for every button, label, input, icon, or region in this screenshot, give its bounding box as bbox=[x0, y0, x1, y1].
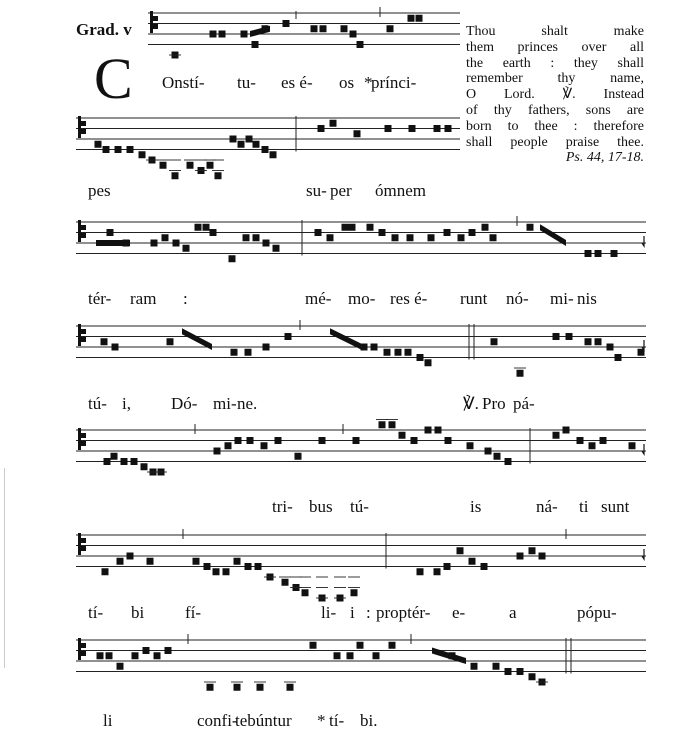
neume-note bbox=[225, 442, 232, 449]
neume-note bbox=[246, 136, 253, 143]
neume-note bbox=[107, 229, 114, 236]
c-clef-head bbox=[81, 337, 86, 342]
neume-note bbox=[585, 338, 592, 345]
neume-note bbox=[193, 558, 200, 565]
c-clef-head bbox=[81, 546, 86, 551]
neume-note bbox=[245, 563, 252, 570]
lyric-syllable: tí- bbox=[88, 603, 104, 622]
neume-note bbox=[104, 458, 111, 465]
neume-note bbox=[342, 224, 349, 231]
c-clef-stem bbox=[150, 11, 153, 33]
c-clef-stem bbox=[78, 428, 81, 450]
neume-note bbox=[444, 229, 451, 236]
neume-note bbox=[283, 20, 290, 27]
neume-note bbox=[407, 234, 414, 241]
neume-note bbox=[389, 642, 396, 649]
neume-note bbox=[481, 563, 488, 570]
neume-note bbox=[214, 448, 221, 455]
c-clef-head bbox=[81, 441, 86, 446]
gradual-label: Grad. v bbox=[76, 20, 132, 39]
lyric-syllable: li bbox=[103, 711, 113, 730]
neume-note bbox=[425, 359, 432, 366]
neume-note bbox=[213, 568, 220, 575]
neume-note bbox=[247, 437, 254, 444]
neume-note bbox=[392, 234, 399, 241]
neume-note bbox=[253, 234, 260, 241]
c-clef-head bbox=[81, 433, 86, 438]
lyric-syllable: res é- bbox=[390, 289, 428, 308]
neume-note bbox=[127, 553, 134, 560]
neume-note bbox=[416, 15, 423, 22]
neume-note bbox=[139, 151, 146, 158]
neume-note bbox=[615, 354, 622, 361]
neume-note bbox=[469, 229, 476, 236]
neume-note bbox=[354, 130, 361, 137]
lyric-syllable: : bbox=[183, 289, 188, 308]
lyric-syllable: su- bbox=[306, 181, 327, 200]
neume-note bbox=[311, 25, 318, 32]
lyric-syllable: Pro bbox=[482, 394, 506, 413]
neume-note bbox=[490, 234, 497, 241]
neume-note bbox=[261, 442, 268, 449]
lyric-syllable: a bbox=[509, 603, 517, 622]
neume-note bbox=[445, 437, 452, 444]
lyric-syllable: per bbox=[330, 181, 352, 200]
translation-line: remember thy name, bbox=[466, 71, 644, 87]
neume-note bbox=[270, 151, 277, 158]
lyric-syllable: li- bbox=[321, 603, 337, 622]
c-clef-head bbox=[153, 24, 158, 29]
neume-note bbox=[302, 589, 309, 596]
neume-note bbox=[347, 652, 354, 659]
neume-note bbox=[350, 31, 357, 38]
neume-note bbox=[589, 442, 596, 449]
neume-note bbox=[160, 162, 167, 169]
lyric-syllable: nó- bbox=[506, 289, 529, 308]
translation-line: of thy fathers, sons are bbox=[466, 102, 644, 118]
neume-note bbox=[210, 31, 217, 38]
neume-note bbox=[353, 437, 360, 444]
neume-note bbox=[409, 125, 416, 132]
neume-note bbox=[115, 146, 122, 153]
neume-note bbox=[611, 250, 618, 257]
translation-line: Thou shalt make bbox=[466, 24, 644, 39]
lyric-syllable: e- bbox=[452, 603, 466, 622]
custos bbox=[642, 340, 644, 350]
neume-note bbox=[357, 642, 364, 649]
lyric-syllable: pá- bbox=[513, 394, 535, 413]
neume-note bbox=[458, 234, 465, 241]
neume-note bbox=[585, 250, 592, 257]
neume-note bbox=[223, 568, 230, 575]
neume-note bbox=[207, 162, 214, 169]
neume-note bbox=[207, 684, 214, 691]
neume-note bbox=[235, 437, 242, 444]
c-clef-stem bbox=[78, 638, 81, 660]
neume-note bbox=[553, 333, 560, 340]
neume-note bbox=[428, 234, 435, 241]
lyric-syllable: ℣. bbox=[463, 394, 479, 413]
translation-line: shall people praise thee. bbox=[466, 134, 644, 150]
c-clef-head bbox=[81, 233, 86, 238]
neume-note bbox=[127, 146, 134, 153]
lyric-syllable: tí- bbox=[329, 711, 345, 730]
lyric-syllable: Onstí- bbox=[162, 73, 205, 92]
neume-note bbox=[539, 553, 546, 560]
neume-note bbox=[95, 141, 102, 148]
lyric-syllable: ná- bbox=[536, 497, 558, 516]
neume-note bbox=[494, 453, 501, 460]
neume-note bbox=[444, 563, 451, 570]
neume-note bbox=[204, 563, 211, 570]
neume-note bbox=[238, 141, 245, 148]
lyric-syllable: tér- bbox=[88, 289, 112, 308]
neume-note bbox=[253, 141, 260, 148]
neume-note bbox=[485, 448, 492, 455]
lyric-syllable: mi- bbox=[213, 394, 237, 413]
neume-note bbox=[351, 589, 358, 596]
neume-note bbox=[320, 25, 327, 32]
neume-note bbox=[434, 125, 441, 132]
neume-note bbox=[315, 229, 322, 236]
lyric-syllable: tú- bbox=[350, 497, 369, 516]
lyric-syllable: i, bbox=[122, 394, 131, 413]
porrectus-ligature bbox=[96, 240, 130, 246]
neume-note bbox=[517, 668, 524, 675]
neume-note bbox=[405, 349, 412, 356]
neume-note bbox=[425, 427, 432, 434]
neume-note bbox=[132, 652, 139, 659]
neume-note bbox=[505, 458, 512, 465]
lyric-syllable: es é- bbox=[281, 73, 313, 92]
lyric-syllable: os bbox=[339, 73, 355, 92]
neume-note bbox=[143, 647, 150, 654]
neume-note bbox=[234, 684, 241, 691]
lyric-syllable: fí- bbox=[185, 603, 202, 622]
lyric-syllable: * bbox=[364, 73, 373, 92]
neume-note bbox=[117, 663, 124, 670]
neume-note bbox=[263, 344, 270, 351]
c-clef-stem bbox=[78, 220, 81, 242]
neume-note bbox=[262, 146, 269, 153]
neume-note bbox=[385, 125, 392, 132]
neume-note bbox=[389, 421, 396, 428]
neume-note bbox=[273, 245, 280, 252]
neume-note bbox=[203, 224, 210, 231]
neume-note bbox=[241, 31, 248, 38]
lyric-syllable: * bbox=[317, 711, 326, 730]
neume-note bbox=[349, 224, 356, 231]
lyric-syllable: tú- bbox=[88, 394, 107, 413]
neume-note bbox=[482, 224, 489, 231]
neume-note bbox=[491, 338, 498, 345]
neume-note bbox=[230, 136, 237, 143]
lyric-syllable: tebúntur bbox=[235, 711, 292, 730]
c-clef-head bbox=[81, 225, 86, 230]
neume-note bbox=[600, 437, 607, 444]
neume-note bbox=[263, 240, 270, 247]
neume-note bbox=[172, 172, 179, 179]
neume-note bbox=[435, 427, 442, 434]
neume-note bbox=[373, 652, 380, 659]
neume-note bbox=[219, 31, 226, 38]
c-clef-head bbox=[81, 651, 86, 656]
neume-note bbox=[469, 558, 476, 565]
lyric-syllable: bus bbox=[309, 497, 333, 516]
neume-note bbox=[112, 344, 119, 351]
c-clef-stem bbox=[78, 324, 81, 346]
neume-note bbox=[234, 558, 241, 565]
c-clef-head bbox=[81, 538, 86, 543]
neume-note bbox=[165, 647, 172, 654]
neume-note bbox=[529, 673, 536, 680]
neume-note bbox=[595, 338, 602, 345]
neume-note bbox=[434, 568, 441, 575]
neume-note bbox=[103, 146, 110, 153]
neume-note bbox=[517, 553, 524, 560]
neume-note bbox=[330, 120, 337, 127]
neume-note bbox=[566, 333, 573, 340]
neume-note bbox=[387, 25, 394, 32]
neume-note bbox=[215, 172, 222, 179]
translation-block bbox=[466, 24, 644, 166]
lyric-syllable: ómnem bbox=[375, 181, 426, 200]
lyric-syllable: nis bbox=[577, 289, 597, 308]
neume-note bbox=[255, 563, 262, 570]
neume-note bbox=[111, 453, 118, 460]
neume-note bbox=[121, 458, 128, 465]
neume-note bbox=[371, 344, 378, 351]
neume-note bbox=[629, 442, 636, 449]
porrectus-ligature bbox=[432, 648, 466, 665]
neume-note bbox=[379, 421, 386, 428]
c-clef-stem bbox=[78, 533, 81, 555]
lyric-syllable: Dó- bbox=[171, 394, 198, 413]
neume-note bbox=[101, 338, 108, 345]
initial-letter: C bbox=[94, 46, 133, 111]
lyric-syllable: ram bbox=[130, 289, 157, 308]
c-clef-head bbox=[81, 329, 86, 334]
neume-note bbox=[117, 558, 124, 565]
neume-note bbox=[595, 250, 602, 257]
neume-note bbox=[252, 41, 259, 48]
neume-note bbox=[417, 568, 424, 575]
neume-note bbox=[577, 437, 584, 444]
custos bbox=[642, 444, 644, 454]
neume-note bbox=[183, 245, 190, 252]
lyric-syllable: ti bbox=[579, 497, 589, 516]
neume-note bbox=[417, 354, 424, 361]
c-clef-head bbox=[153, 16, 158, 21]
lyric-syllable: bi bbox=[131, 603, 145, 622]
lyric-syllable: mi- bbox=[550, 289, 574, 308]
neume-note bbox=[457, 547, 464, 554]
neume-note bbox=[275, 437, 282, 444]
neume-note bbox=[517, 370, 524, 377]
lyric-syllable: prínci- bbox=[371, 73, 417, 92]
neume-note bbox=[131, 458, 138, 465]
psalm-reference: Ps. 44, 17-18. bbox=[565, 150, 644, 166]
neume-note bbox=[151, 240, 158, 247]
neume-note bbox=[553, 432, 560, 439]
neume-note bbox=[287, 684, 294, 691]
porrectus-ligature bbox=[250, 26, 270, 37]
neume-note bbox=[379, 229, 386, 236]
c-clef-head bbox=[81, 643, 86, 648]
lyric-syllable: i bbox=[350, 603, 355, 622]
neume-note bbox=[529, 547, 536, 554]
c-clef-stem bbox=[78, 116, 81, 138]
neume-note bbox=[319, 437, 326, 444]
translation-line: born to thee : therefore bbox=[466, 118, 644, 134]
lyric-syllable: proptér- bbox=[376, 603, 431, 622]
neume-note bbox=[607, 344, 614, 351]
neume-note bbox=[231, 349, 238, 356]
neume-note bbox=[195, 224, 202, 231]
neume-note bbox=[395, 349, 402, 356]
lyric-syllable: : bbox=[366, 603, 371, 622]
neume-note bbox=[318, 125, 325, 132]
neume-note bbox=[505, 668, 512, 675]
neume-note bbox=[102, 568, 109, 575]
neume-note bbox=[245, 349, 252, 356]
neume-note bbox=[527, 224, 534, 231]
neume-note bbox=[310, 642, 317, 649]
neume-note bbox=[638, 349, 645, 356]
neume-note bbox=[210, 229, 217, 236]
neume-note bbox=[563, 427, 570, 434]
neume-note bbox=[167, 338, 174, 345]
neume-note bbox=[367, 224, 374, 231]
neume-note bbox=[471, 663, 478, 670]
neume-note bbox=[285, 333, 292, 340]
neume-note bbox=[493, 663, 500, 670]
lyric-syllable: mé- bbox=[305, 289, 332, 308]
c-clef-head bbox=[81, 121, 86, 126]
neume-note bbox=[154, 652, 161, 659]
neume-note bbox=[341, 25, 348, 32]
lyric-syllable: pópu- bbox=[577, 603, 617, 622]
lyric-syllable: runt bbox=[460, 289, 488, 308]
neume-note bbox=[411, 437, 418, 444]
c-clef-head bbox=[81, 129, 86, 134]
neume-note bbox=[243, 234, 250, 241]
neume-note bbox=[257, 684, 264, 691]
page-edge-line bbox=[4, 468, 5, 668]
neume-note bbox=[229, 255, 236, 262]
lyric-syllable: tu- bbox=[237, 73, 256, 92]
neume-note bbox=[97, 652, 104, 659]
lyric-syllable: pes bbox=[88, 181, 111, 200]
neume-note bbox=[141, 463, 148, 470]
neume-note bbox=[173, 240, 180, 247]
neume-note bbox=[106, 652, 113, 659]
custos bbox=[642, 549, 644, 559]
translation-line: them princes over all bbox=[466, 39, 644, 55]
neume-note bbox=[162, 234, 169, 241]
translation-line: the earth : they shall bbox=[466, 55, 644, 71]
translation-line: O Lord. ℣. Instead bbox=[466, 87, 644, 103]
lyric-syllable: tri- bbox=[272, 497, 293, 516]
neume-note bbox=[445, 125, 452, 132]
neume-note bbox=[357, 41, 364, 48]
neume-note bbox=[147, 558, 154, 565]
neume-note bbox=[399, 432, 406, 439]
neume-note bbox=[282, 579, 289, 586]
neume-note bbox=[408, 15, 415, 22]
lyric-syllable: confi- bbox=[197, 711, 238, 730]
neume-note bbox=[467, 442, 474, 449]
neume-note bbox=[295, 453, 302, 460]
custos bbox=[642, 236, 644, 246]
lyric-syllable: sunt bbox=[601, 497, 630, 516]
lyric-syllable: bi. bbox=[360, 711, 378, 730]
lyric-syllable: mo- bbox=[348, 289, 376, 308]
neume-note bbox=[384, 349, 391, 356]
neume-note bbox=[334, 652, 341, 659]
lyric-syllable: is bbox=[470, 497, 482, 516]
neume-note bbox=[187, 162, 194, 169]
neume-note bbox=[327, 234, 334, 241]
lyric-syllable: ne. bbox=[237, 394, 258, 413]
